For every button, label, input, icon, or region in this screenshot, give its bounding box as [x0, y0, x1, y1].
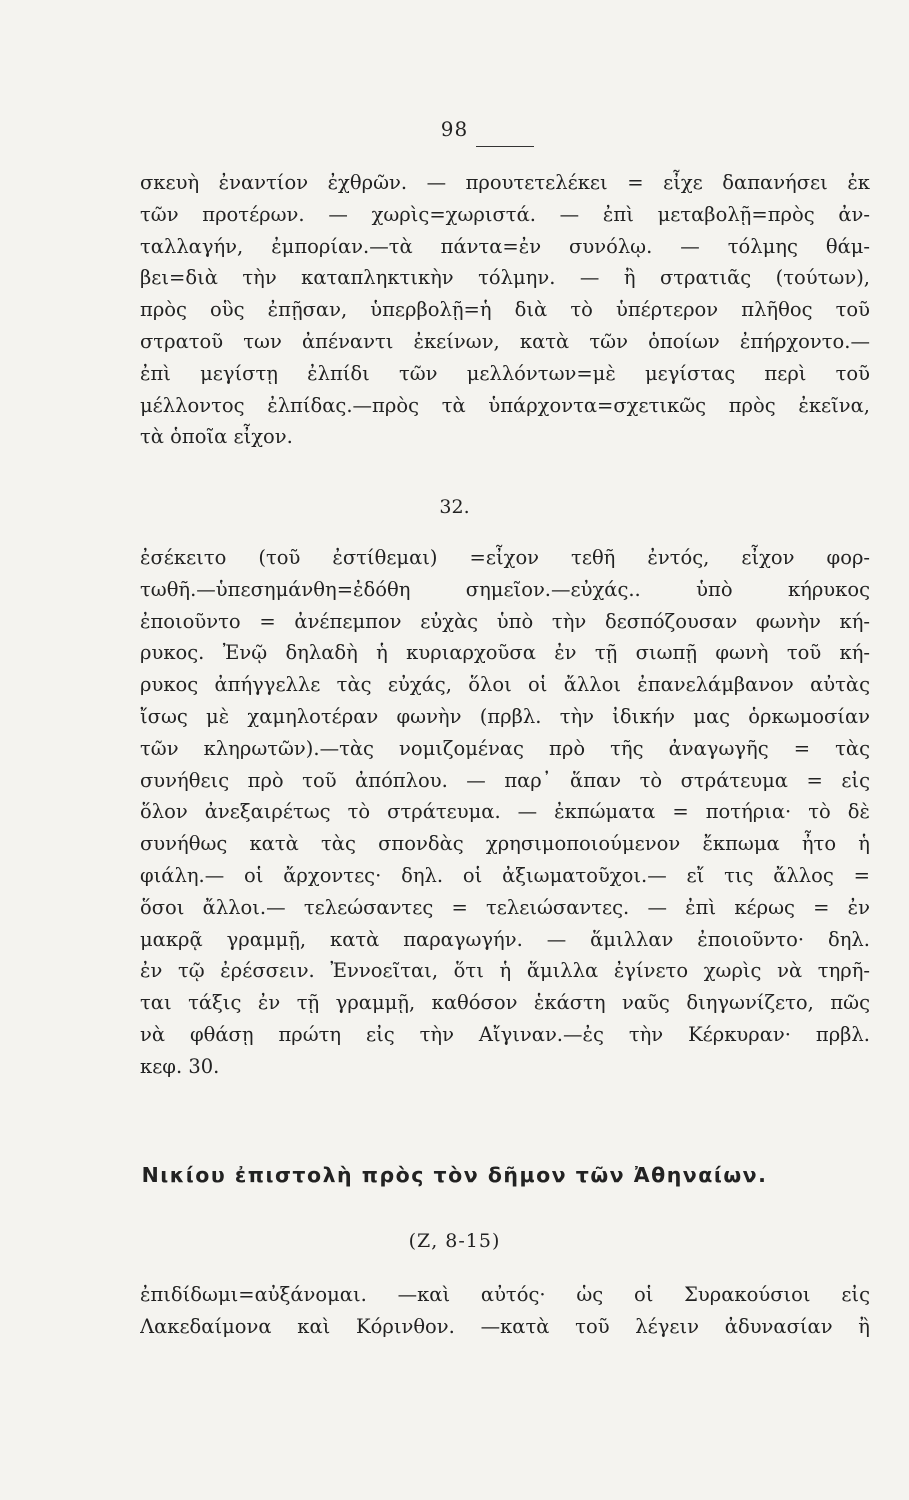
text-line: σκευὴ ἐναντίον ἐχθρῶν. — προυτετελέκει = εἶχε δαπανήσει ἐκ: [140, 171, 870, 194]
page-number-rule: [476, 146, 534, 147]
text-line: ται τάξις ἐν τῇ γραμμῇ, καθόσον ἑκάστη ναῦς διηγωνίζετο, πῶς: [140, 991, 870, 1015]
text-line: τὰ ὁποῖα εἶχον.: [140, 425, 293, 449]
chapter-reference: (Ζ, 8-15): [408, 1230, 501, 1252]
text-line: ἐπὶ μεγίστῃ ἐλπίδι τῶν μελλόντων=μὲ μεγίστας περὶ τοῦ: [140, 361, 870, 385]
text-line: ὅσοι ἄλλοι.— τελεώσαντες = τελειώσαντες. — ἐπὶ κέρως = ἐν: [140, 895, 870, 919]
commentary-block-2: [140, 542, 870, 1083]
text-line: τῶν κληρωτῶν).—τὰς νομιζομένας πρὸ τῆς ἀναγωγῆς = τὰς: [140, 736, 870, 760]
text-line: συνήθεις πρὸ τοῦ ἀπόπλου. — παρ᾽ ἅπαν τὸ στράτευμα = εἰς: [140, 768, 870, 792]
text-line: πρὸς οὓς ἐπῇσαν, ὑπερβολῇ=ἡ διὰ τὸ ὑπέρτερον πλῆθος τοῦ: [140, 298, 870, 322]
text-line: τωθῆ.—ὑπεσημάνθη=ἐδόθη σημεῖον.—εὐχάς.. ὑπὸ κήρυκος: [140, 577, 870, 601]
text-line: ἐποιοῦντο = ἀνέπεμπον εὐχὰς ὑπὸ τὴν δεσπόζουσαν φωνὴν κή-: [140, 609, 870, 633]
letter-heading: Νικίου ἐπιστολὴ πρὸς τὸν δῆμον τῶν Ἀθηναίων.: [141, 1163, 768, 1187]
text-line: Λακεδαίμονα καὶ Κόρινθον. —κατὰ τοῦ λέγειν ἀδυνασίαν ἢ: [140, 1314, 870, 1338]
text-line: κεφ. 30.: [140, 1054, 220, 1078]
text-line: στρατοῦ των ἀπέναντι ἐκείνων, κατὰ τῶν ὁποίων ἐπήρχοντο.—: [140, 329, 870, 353]
text-line: βει=διὰ τὴν καταπληκτικὴν τόλμην. — ἢ στρατιᾶς (τούτων),: [140, 266, 870, 290]
section-number: 32.: [439, 496, 470, 518]
text-line: ἴσως μὲ χαμηλοτέραν φωνὴν (πρβλ. τὴν ἰδικήν μας ὁρκωμοσίαν: [140, 704, 870, 728]
text-line: ρυκος ἀπήγγελλε τὰς εὐχάς, ὅλοι οἱ ἄλλοι ἐπανελάμβανον αὐτὰς: [140, 673, 870, 697]
text-line: ἐσέκειτο (τοῦ ἐστίθεμαι) =εἶχον τεθῆ ἐντός, εἶχον φορ-: [140, 546, 870, 569]
text-line: ἐν τῷ ἐρέσσειν. Ἐννοεῖται, ὅτι ἡ ἅμιλλα ἐγίνετο χωρὶς νὰ τηρῆ-: [140, 959, 870, 983]
page-number: 98: [440, 117, 469, 141]
commentary-block-1: [140, 167, 870, 453]
text-line: νὰ φθάσῃ πρώτη εἰς τὴν Αἴγιναν.—ἐς τὴν Κέρκυραν· πρβλ.: [140, 1022, 870, 1046]
text-line: ὅλον ἀνεξαιρέτως τὸ στράτευμα. — ἐκπώματα = ποτήρια· τὸ δὲ: [140, 800, 870, 824]
text-line: μακρᾷ γραμμῇ, κατὰ παραγωγήν. — ἅμιλλαν ἐποιοῦντο· δηλ.: [140, 927, 870, 951]
text-line: ρυκος. Ἐνῷ δηλαδὴ ἡ κυριαρχοῦσα ἐν τῇ σιωπῇ φωνὴ τοῦ κή-: [140, 641, 870, 665]
text-line: ταλλαγήν, ἐμπορίαν.—τὰ πάντα=ἐν συνόλῳ. — τόλμης θάμ-: [140, 234, 870, 258]
commentary-block-3: [140, 1279, 870, 1343]
text-line: μέλλοντος ἐλπίδας.—πρὸς τὰ ὑπάρχοντα=σχετικῶς πρὸς ἐκεῖνα,: [140, 393, 870, 417]
text-line: τῶν προτέρων. — χωρὶς=χωριστά. — ἐπὶ μεταβολῇ=πρὸς ἀν-: [140, 202, 870, 226]
text-line: ἐπιδίδωμι=αὐξάνομαι. —καὶ αὐτός· ὡς οἱ Συρακούσιοι εἰς: [140, 1283, 870, 1306]
text-line: φιάλη.— οἱ ἄρχοντες· δηλ. οἱ ἀξιωματοῦχοι.— εἴ τις ἄλλος =: [140, 863, 870, 887]
text-line: συνήθως κατὰ τὰς σπονδὰς χρησιμοποιούμενον ἔκπωμα ἦτο ἡ: [140, 832, 870, 856]
